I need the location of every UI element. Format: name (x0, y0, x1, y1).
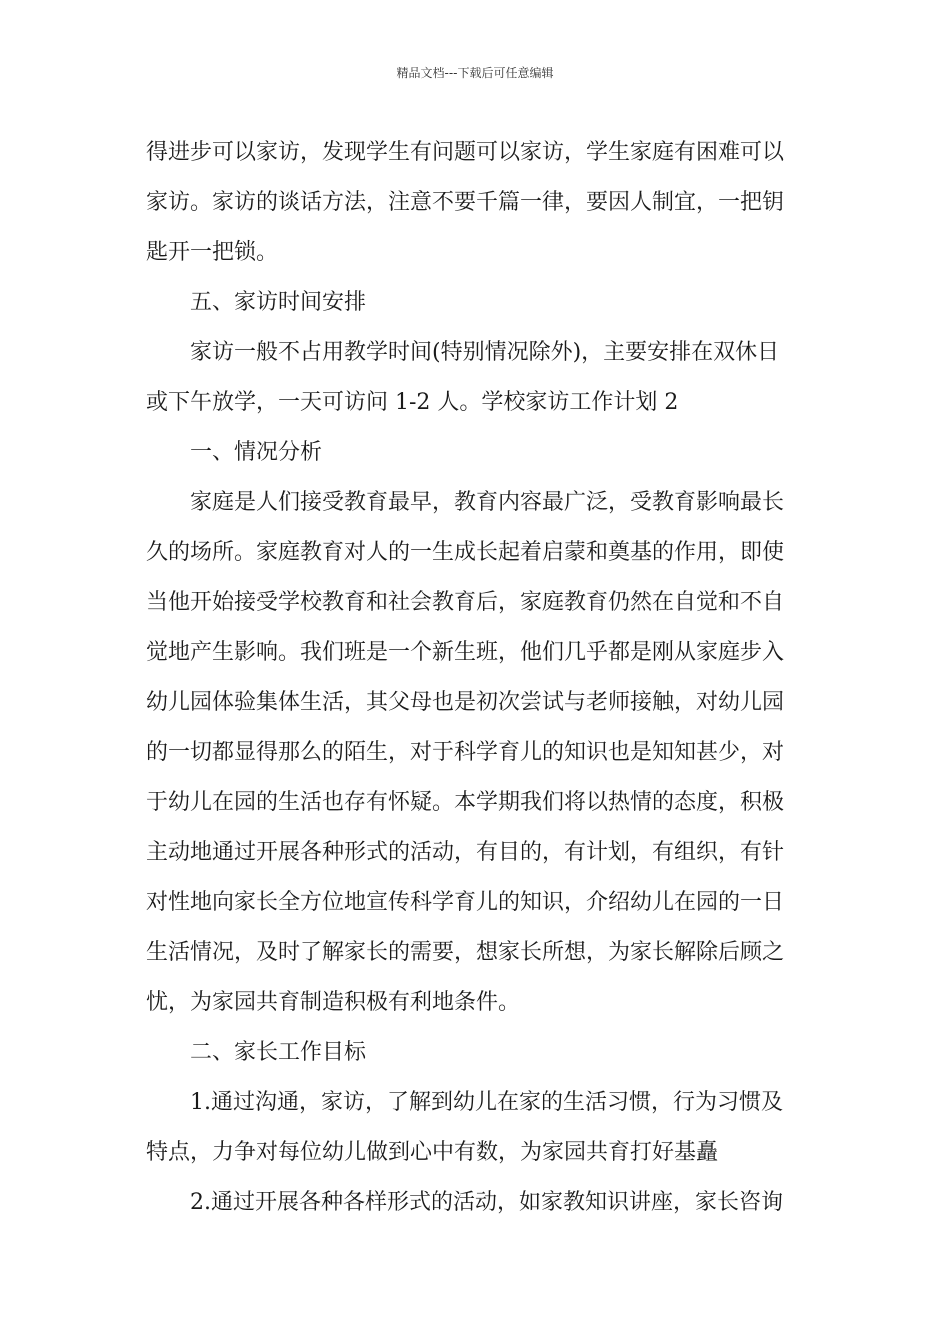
section-heading: 五、家访时间安排 (190, 290, 367, 315)
text-line: 2.通过开展各种各样形式的活动，如家教知识讲座，家长咨询 (190, 1190, 783, 1215)
text-line: 忧，为家园共育制造积极有利地条件。 (146, 990, 521, 1015)
text-line: 对性地向家长全方位地宣传科学育儿的知识，介绍幼儿在园的一日 (146, 890, 785, 915)
text-line: 得进步可以家访，发现学生有问题可以家访，学生家庭有困难可以 (146, 140, 785, 165)
text-line: 的一切都显得那么的陌生，对于科学育儿的知识也是知知甚少，对 (146, 740, 785, 765)
document-body (146, 128, 808, 1228)
text-line: 家访。家访的谈话方法，注意不要千篇一律，要因人制宜，一把钥 (146, 190, 785, 215)
text-line: 生活情况，及时了解家长的需要，想家长所想，为家长解除后顾之 (146, 940, 785, 965)
text-line: 特点，力争对每位幼儿做到心中有数，为家园共育打好基矗 (146, 1140, 719, 1165)
text-line: 幼儿园体验集体生活，其父母也是初次尝试与老师接触，对幼儿园 (146, 690, 785, 715)
section-heading: 一、情况分析 (190, 440, 323, 465)
text-line: 主动地通过开展各种形式的活动，有目的，有计划，有组织，有针 (146, 840, 785, 865)
text-line: 当他开始接受学校教育和社会教育后，家庭教育仍然在自觉和不自 (146, 590, 785, 615)
text-line: 久的场所。家庭教育对人的一生成长起着启蒙和奠基的作用，即使 (146, 540, 785, 565)
text-line: 或下午放学，一天可访问 1-2 人。学校家访工作计划 2 (146, 390, 679, 415)
text-line: 匙开一把锁。 (146, 240, 279, 265)
text-line: 家庭是人们接受教育最早，教育内容最广泛，受教育影响最长 (190, 490, 785, 515)
text-line: 1.通过沟通，家访，了解到幼儿在家的生活习惯，行为习惯及 (190, 1090, 783, 1115)
section-heading: 二、家长工作目标 (190, 1040, 367, 1065)
text-line: 于幼儿在园的生活也存有怀疑。本学期我们将以热情的态度，积极 (146, 790, 785, 815)
page-header: 精品文档---下载后可任意编辑 (396, 66, 554, 80)
text-line: 家访一般不占用教学时间(特别情况除外)，主要安排在双休日 (190, 340, 780, 365)
text-line: 觉地产生影响。我们班是一个新生班，他们几乎都是刚从家庭步入 (146, 640, 785, 665)
